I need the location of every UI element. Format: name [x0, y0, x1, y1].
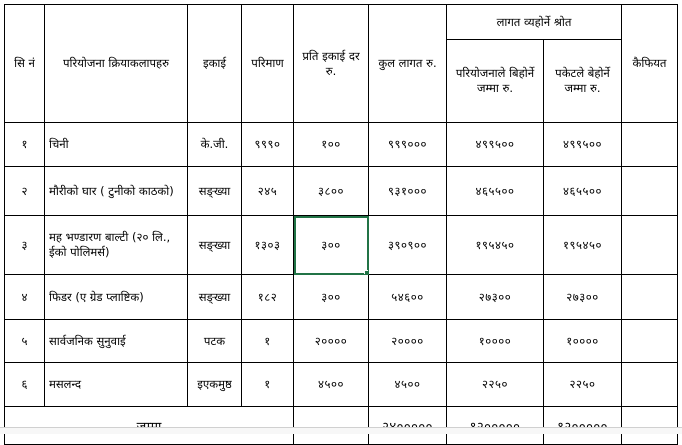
cell-sn[interactable]: ५	[5, 320, 45, 363]
header-unit[interactable]: इकाई	[188, 5, 242, 123]
cell-total[interactable]: ५४६००	[369, 275, 447, 320]
header-total-cost[interactable]: कुल लागत रु.	[369, 5, 447, 123]
cell-rate[interactable]: २००००	[294, 320, 369, 363]
cell-project-share[interactable]: ४६५५००	[447, 167, 544, 216]
cell-rate[interactable]: ३८००	[294, 167, 369, 216]
cell-project[interactable]: चिनी	[45, 123, 188, 167]
cell-remarks[interactable]	[622, 123, 678, 167]
cell-pocket-share[interactable]: १००००	[544, 320, 622, 363]
cell-pocket-share[interactable]: १९५४५०	[544, 216, 622, 275]
cell-pocket-share[interactable]: ४६५५००	[544, 167, 622, 216]
cell-remarks[interactable]	[622, 167, 678, 216]
cell-total[interactable]: ९३१०००	[369, 167, 447, 216]
cell-rate-selected[interactable]	[294, 216, 369, 275]
total-pocket-share[interactable]	[544, 407, 622, 445]
cell-rate[interactable]: ४५००	[294, 363, 369, 407]
total-cost-value[interactable]	[369, 407, 447, 445]
cell-project-share[interactable]: १००००	[447, 320, 544, 363]
cell-rate[interactable]: १००	[294, 123, 369, 167]
header-rate[interactable]: प्रति इकाई दर रु.	[294, 5, 369, 123]
cell-project[interactable]: मह भण्डारण बाल्टी (२० लि., ईको पोलिमर्स)	[45, 216, 188, 275]
fill-handle[interactable]	[364, 270, 369, 275]
cell-total[interactable]: ४५००	[369, 363, 447, 407]
cell-project[interactable]: मौरीको घार ( टुनीको काठको)	[45, 167, 188, 216]
cell-quantity[interactable]: १	[242, 363, 294, 407]
cell-project[interactable]: सार्वजनिक सुनुवाई	[45, 320, 188, 363]
total-label[interactable]	[5, 407, 294, 445]
cell-quantity[interactable]: २४५	[242, 167, 294, 216]
header-beneficiary-borne[interactable]: पकेटले बेहोर्ने जम्मा रु.	[544, 40, 622, 123]
header-cost-source[interactable]: लागत व्यहोर्ने श्रोत	[447, 5, 622, 40]
cell-quantity[interactable]: १	[242, 320, 294, 363]
cell-sn[interactable]: १	[5, 123, 45, 167]
cell-rate[interactable]: ३००	[294, 275, 369, 320]
table-row	[5, 216, 678, 275]
cell-unit[interactable]: पटक	[188, 320, 242, 363]
cell-project[interactable]: फिडर (ए ग्रेड प्लाष्टिक)	[45, 275, 188, 320]
cell-remarks[interactable]	[622, 275, 678, 320]
table-row	[5, 167, 678, 216]
cell-pocket-share[interactable]: २७३००	[544, 275, 622, 320]
total-rate-empty[interactable]	[294, 407, 369, 445]
header-remarks[interactable]: कैफियत	[622, 5, 678, 123]
table-row	[5, 275, 678, 320]
cell-quantity[interactable]: ९९९०	[242, 123, 294, 167]
cell-total[interactable]: ३९०९००	[369, 216, 447, 275]
table-row	[5, 123, 678, 167]
cell-project-share[interactable]: २२५०	[447, 363, 544, 407]
cell-unit[interactable]: के.जी.	[188, 123, 242, 167]
header-project-borne[interactable]: परियोजनाले बिहोर्ने जम्मा रु.	[447, 40, 544, 123]
cell-unit[interactable]: सङ्ख्या	[188, 216, 242, 275]
cell-project-share[interactable]: १९५४५०	[447, 216, 544, 275]
cell-total[interactable]: ९९९०००	[369, 123, 447, 167]
cell-project[interactable]: मसलन्द	[45, 363, 188, 407]
cell-sn[interactable]: ४	[5, 275, 45, 320]
cell-unit[interactable]: सङ्ख्या	[188, 167, 242, 216]
table-row	[5, 320, 678, 363]
cell-sn[interactable]: २	[5, 167, 45, 216]
cell-remarks[interactable]	[622, 216, 678, 275]
header-project[interactable]: परियोजना क्रियाकलापहरु	[45, 5, 188, 123]
cell-project-share[interactable]: ४९९५००	[447, 123, 544, 167]
cell-unit[interactable]: इएकमुष्ठ	[188, 363, 242, 407]
cost-table	[4, 4, 678, 445]
total-project-share[interactable]	[447, 407, 544, 445]
total-remarks-empty[interactable]	[622, 407, 678, 445]
cell-remarks[interactable]	[622, 363, 678, 407]
cell-remarks[interactable]	[622, 320, 678, 363]
cell-unit[interactable]: सङ्ख्या	[188, 275, 242, 320]
cell-pocket-share[interactable]: २२५०	[544, 363, 622, 407]
cell-total[interactable]: २००००	[369, 320, 447, 363]
header-quantity[interactable]: परिमाण	[242, 5, 294, 123]
cell-quantity[interactable]: १८२	[242, 275, 294, 320]
cell-pocket-share[interactable]: ४९९५००	[544, 123, 622, 167]
header-sn[interactable]: सि नं	[5, 5, 45, 123]
cell-rate-value: ३००	[321, 237, 341, 252]
table-row	[5, 363, 678, 407]
cell-sn[interactable]: ६	[5, 363, 45, 407]
cell-project-share[interactable]: २७३००	[447, 275, 544, 320]
cell-sn[interactable]: ३	[5, 216, 45, 275]
cell-quantity[interactable]: १३०३	[242, 216, 294, 275]
total-row	[5, 407, 678, 445]
